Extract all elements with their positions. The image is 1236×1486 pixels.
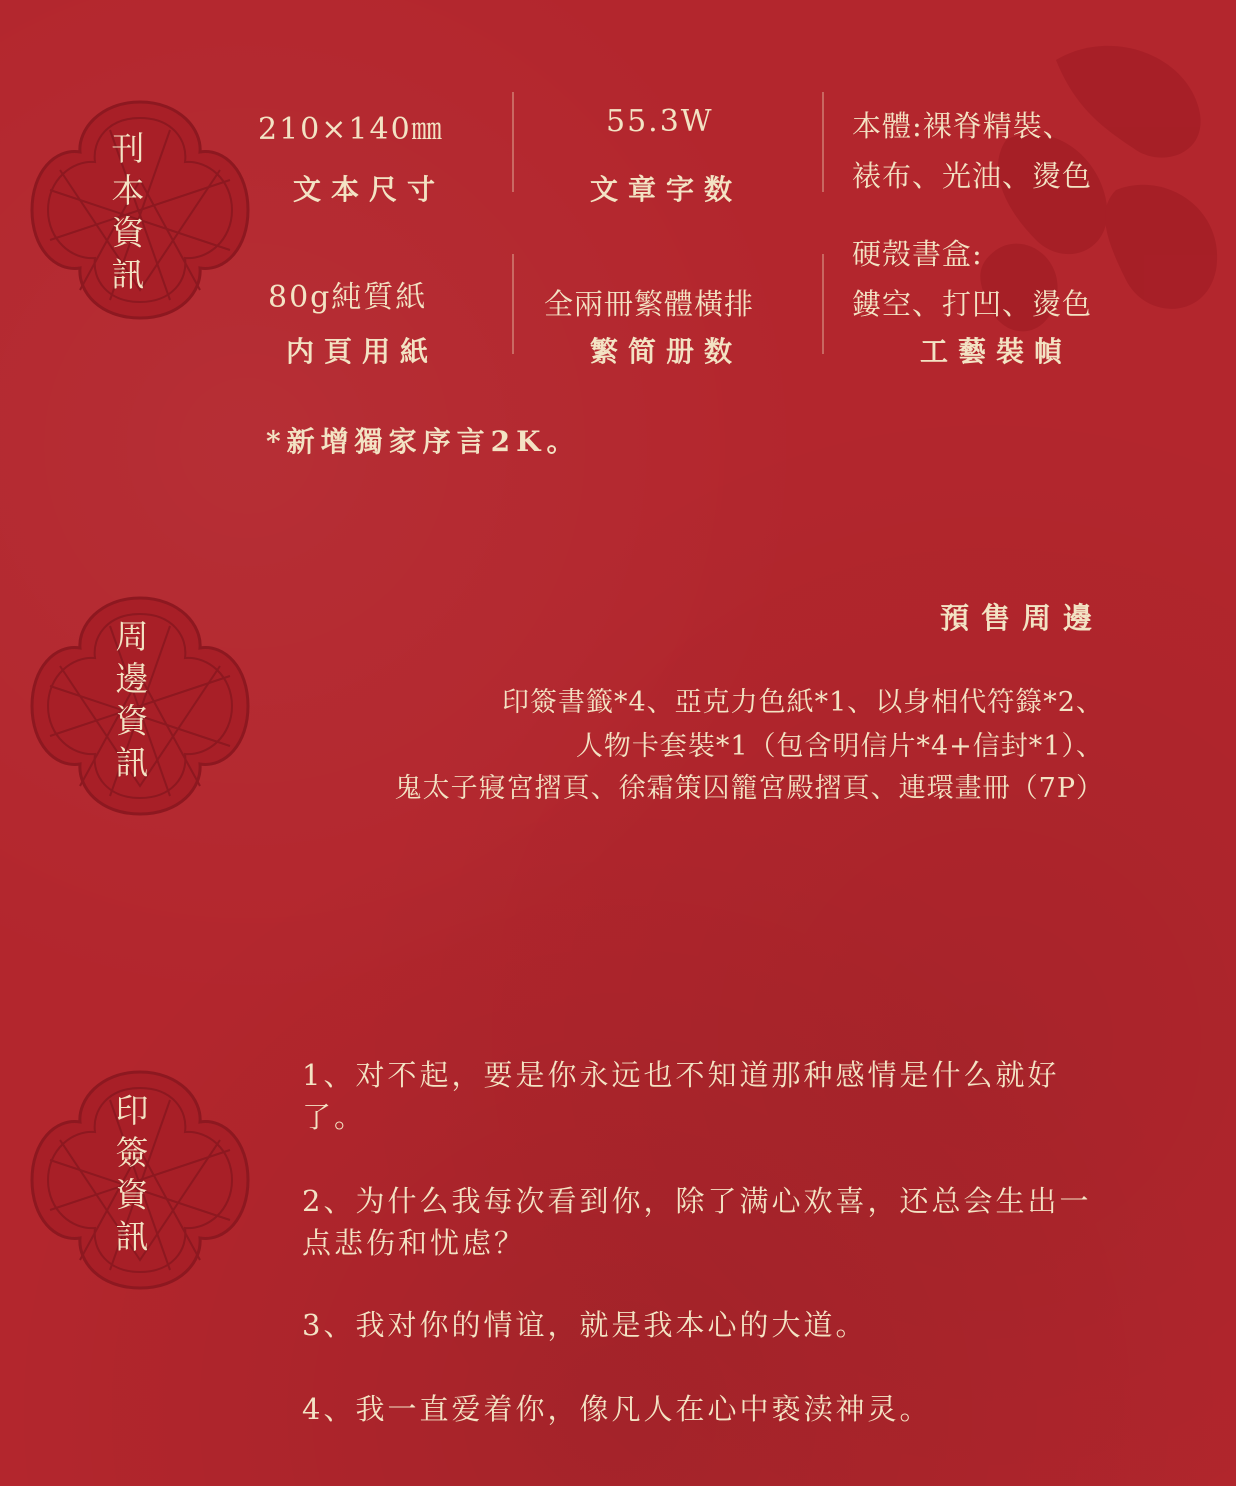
size-value: 210×140㎜ (258, 112, 444, 147)
divider (512, 92, 514, 192)
divider (822, 254, 824, 354)
quote-item: 4、我一直爱着你，像凡人在心中亵渎神灵。 (302, 1392, 932, 1426)
divider (512, 254, 514, 354)
merch-heading: 預售周邊 (939, 601, 1104, 635)
body-binding-line1: 本體:裸脊精裝、 (852, 109, 1073, 143)
words-value: 55.3W (606, 104, 714, 139)
quote-item: 1、对不起，要是你永远也不知道那种感情是什么就好了。 (302, 1058, 1060, 1134)
section-title-merch-info: 周邊資訊 (115, 617, 149, 782)
words-label: 文章字数 (590, 173, 743, 206)
merch-line-1: 印簽書籤*4、亞克力色紙*1、以身相代符籙*2、 (501, 687, 1104, 718)
craft-label: 工藝裝幀 (920, 335, 1073, 368)
paper-value: 80g純質紙 (268, 280, 428, 315)
case-line2: 鏤空、打凹、燙色 (852, 287, 1093, 321)
merch-line-2: 人物卡套裝*1（包含明信片*4+信封*1）、 (575, 731, 1104, 762)
case-line1: 硬殼書盒: (852, 237, 983, 271)
quote-item: 3、我对你的情谊，就是我本心的大道。 (302, 1308, 868, 1342)
body-binding-line2: 裱布、光油、燙色 (852, 159, 1093, 193)
volumes-label: 繁简册数 (590, 335, 743, 368)
quote-item: 2、为什么我每次看到你，除了满心欢喜，还总会生出一点悲伤和忧虑？ (302, 1184, 1092, 1260)
paper-label: 内頁用紙 (286, 335, 439, 368)
volumes-value: 全兩冊繁體橫排 (544, 287, 755, 321)
size-label: 文本尺寸 (293, 173, 446, 206)
divider (822, 92, 824, 192)
merch-line-3: 鬼太子寢宮摺頁、徐霜策囚籠宮殿摺頁、連環畫冊（7P） (394, 773, 1104, 804)
section-title-bookmark-info: 印簽資訊 (115, 1091, 149, 1256)
extra-preface-note: *新增獨家序言2K。 (266, 425, 581, 458)
section-title-book-info: 刊本資訊 (111, 129, 145, 294)
